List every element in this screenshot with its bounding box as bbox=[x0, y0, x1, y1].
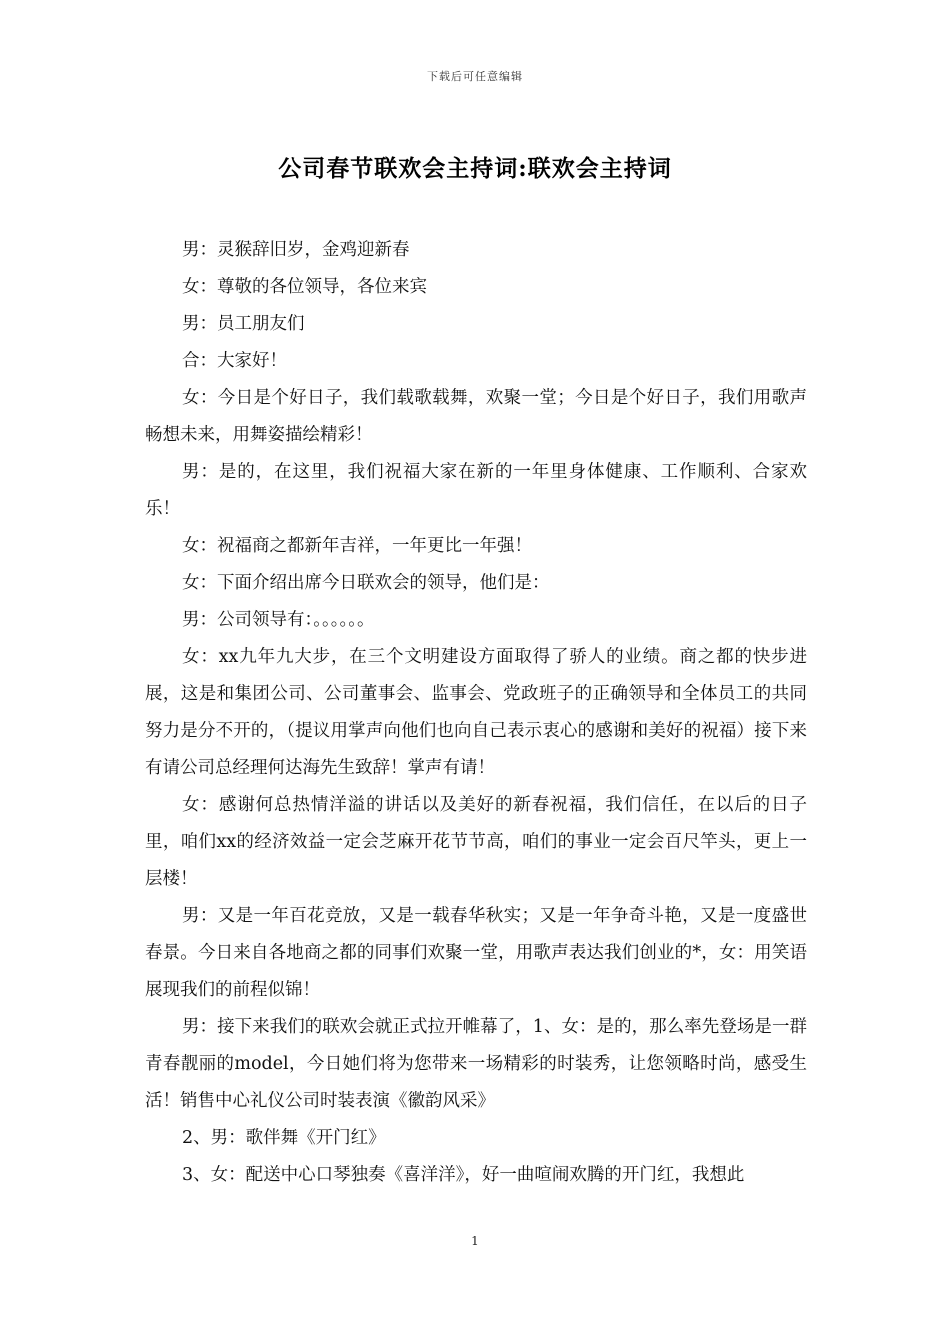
paragraph: 男：接下来我们的联欢会就正式拉开帷幕了，1、女：是的，那么率先登场是一群青春靓丽的model，今日她们将为您带来一场精彩的时装秀，让您领略时尚，感受生活！销售中心礼仪公司时装表演《徽韵风采》 bbox=[145, 1017, 807, 1111]
paragraph: 女：尊敬的各位领导，各位来宾 bbox=[182, 277, 427, 297]
paragraph: 男：又是一年百花竞放，又是一载春华秋实；又是一年争奇斗艳，又是一度盛世春景。今日来自各地商之都的同事们欢聚一堂，用歌声表达我们创业的*，女：用笑语展现我们的前程似锦！ bbox=[145, 906, 807, 1000]
document-title: 公司春节联欢会主持词:联欢会主持词 bbox=[278, 155, 672, 182]
paragraph: 女：祝福商之都新年吉祥，一年更比一年强！ bbox=[182, 536, 532, 556]
page-number: 1 bbox=[471, 1234, 479, 1248]
document-body bbox=[145, 232, 807, 1194]
paragraph: 女：xx九年九大步，在三个文明建设方面取得了骄人的业绩。商之都的快步进展，这是和集团公司、公司董事会、监事会、党政班子的正确领导和全体员工的共同努力是分不开的，（提议用掌声向他们也向自己表示衷心的感谢和美好的祝福）接下来有请公司总经理何达海先生致辞！掌声有请！ bbox=[145, 647, 807, 778]
paragraph: 3、女：配送中心口琴独奏《喜洋洋》，好一曲喧闹欢腾的开门红，我想此 bbox=[182, 1165, 745, 1185]
paragraph: 男：是的，在这里，我们祝福大家在新的一年里身体健康、工作顺利、合家欢乐！ bbox=[145, 462, 807, 519]
paragraph: 合：大家好！ bbox=[182, 351, 287, 371]
paragraph: 男：灵猴辞旧岁，金鸡迎新春 bbox=[182, 240, 410, 260]
header-note: 下载后可任意编辑 bbox=[427, 70, 523, 83]
paragraph: 男：公司领导有：。。。。。。 bbox=[182, 610, 375, 630]
paragraph: 2、男：歌伴舞《开门红》 bbox=[182, 1128, 386, 1148]
paragraph: 女：下面介绍出席今日联欢会的领导，他们是： bbox=[182, 573, 550, 593]
paragraph: 女：今日是个好日子，我们载歌载舞，欢聚一堂；今日是个好日子，我们用歌声畅想未来，用舞姿描绘精彩！ bbox=[145, 388, 807, 445]
paragraph: 男：员工朋友们 bbox=[182, 314, 305, 334]
paragraph: 女：感谢何总热情洋溢的讲话以及美好的新春祝福，我们信任，在以后的日子里，咱们xx的经济效益一定会芝麻开花节节高，咱们的事业一定会百尺竿头，更上一层楼！ bbox=[145, 795, 807, 889]
